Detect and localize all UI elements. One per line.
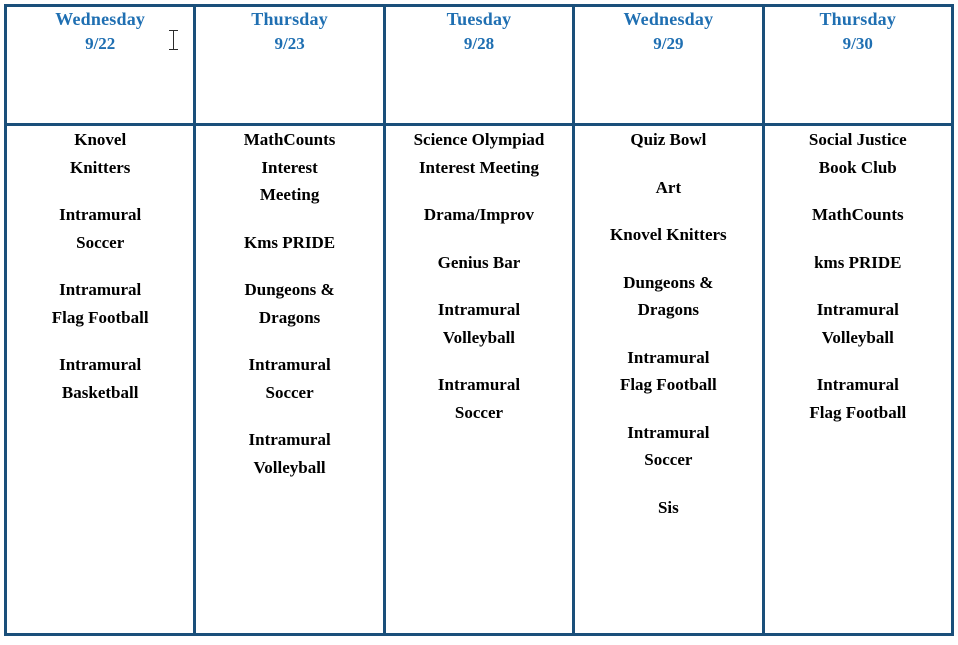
table-header-row	[6, 6, 953, 125]
activities-cell	[195, 125, 384, 635]
activity-item: Intramural Soccer	[437, 375, 521, 422]
activity-item: Intramural Flag Football	[51, 280, 149, 327]
activity-item: Art	[655, 177, 682, 197]
activity-item: Knovel Knitters	[610, 225, 727, 245]
header-day-name: Thursday	[819, 9, 897, 29]
activity-item: Dungeons & Dragons	[623, 272, 714, 320]
header-day-name: Wednesday	[623, 9, 714, 29]
header-day-name: Tuesday	[446, 9, 512, 29]
activity-item: Intramural Basketball	[59, 355, 142, 402]
column-header-wednesday-9-22	[6, 6, 195, 125]
header-day-date: 9/29	[653, 34, 684, 54]
activities-cell	[384, 125, 573, 635]
activities-schedule-table	[4, 4, 954, 636]
activity-item: MathCounts Interest Meeting	[243, 130, 336, 205]
activity-item: Intramural Volleyball	[248, 430, 331, 477]
header-day-date: 9/22	[85, 34, 116, 54]
schedule-document	[0, 4, 958, 645]
header-day-date: 9/23	[274, 34, 305, 54]
column-header-thursday-9-30	[763, 6, 952, 125]
activity-item: Intramural Volleyball	[437, 300, 521, 347]
activity-item: Intramural Soccer	[248, 355, 331, 402]
header-day-name: Wednesday	[55, 9, 146, 29]
table-body-row	[6, 125, 953, 635]
activity-item: Sis	[657, 497, 679, 517]
activity-item: Knovel Knitters	[69, 130, 131, 177]
activity-item: Quiz Bowl	[630, 130, 707, 149]
activity-item: Intramural Soccer	[59, 205, 142, 252]
activity-item: Science Olympiad Interest Meeting	[413, 130, 545, 177]
activity-item: Dungeons & Dragons	[244, 280, 335, 327]
activities-cell	[763, 125, 952, 635]
activity-item: Drama/Improv	[423, 205, 535, 225]
activity-item: Intramural Flag Football	[619, 347, 717, 395]
activity-item: Intramural Soccer	[627, 422, 710, 470]
header-day-name: Thursday	[251, 9, 328, 29]
activity-item: Intramural Flag Football	[809, 375, 907, 422]
activity-item: MathCounts	[811, 205, 904, 225]
activities-cell	[6, 125, 195, 635]
activity-item: Social Justice Book Club	[808, 130, 907, 177]
activity-item: Kms PRIDE	[244, 232, 336, 252]
activity-item: kms PRIDE	[814, 252, 902, 272]
activity-item: Genius Bar	[437, 252, 521, 272]
header-day-date: 9/28	[463, 34, 495, 54]
activities-cell	[574, 125, 763, 635]
column-header-tuesday-9-28	[384, 6, 573, 125]
header-day-date: 9/30	[842, 34, 873, 54]
column-header-wednesday-9-29	[574, 6, 763, 125]
activity-item: Intramural Volleyball	[816, 300, 899, 347]
column-header-thursday-9-23	[195, 6, 384, 125]
